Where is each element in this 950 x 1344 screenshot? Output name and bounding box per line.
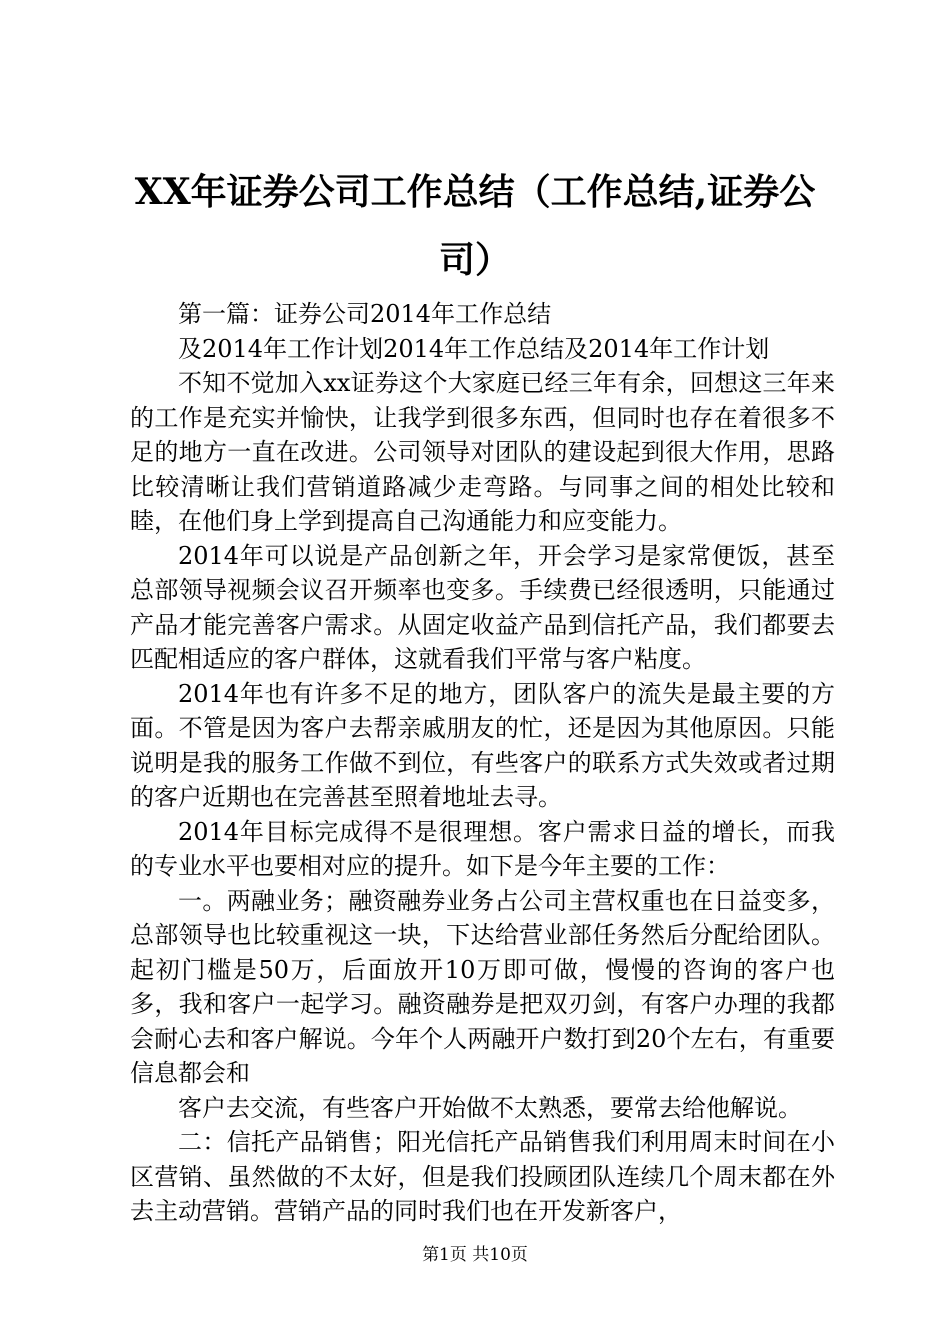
paragraph: 一。两融业务；融资融券业务占公司主营权重也在日益变多，总部领导也比较重视这一块，下达给营业部任务然后分配给团队。起初门槛是50万，后面放开10万即可做，慢慢的咨询的客户也多，我和客户一起学习。融资融券是把双刃剑，有客户办理的我都会耐心去和客户解说。今年个人两融开户数打到20个左右，有重要信息都会和 [130, 886, 835, 1087]
paragraph: 不知不觉加入xx证券这个大家庭已经三年有余，回想这三年来的工作是充实并愉快，让我学到很多东西，但同时也存在着很多不足的地方一直在改进。公司领导对团队的建设起到很大作用，思路比较清晰让我们营销道路减少走弯路。与同事之间的相处比较和睦，在他们身上学到提高自己沟通能力和应变能力。 [130, 369, 835, 535]
paragraph: 2014年也有许多不足的地方，团队客户的流失是最主要的方面。不管是因为客户去帮亲戚朋友的忙，还是因为其他原因。只能说明是我的服务工作做不到位，有些客户的联系方式失效或者过期的客户近期也在完善甚至照着地址去寻。 [130, 679, 835, 811]
paragraph: 客户去交流，有些客户开始做不太熟悉，要常去给他解说。 [178, 1093, 802, 1122]
document-body [130, 297, 835, 1229]
paragraph: 第一篇：证券公司2014年工作总结 [178, 300, 552, 328]
document-title: XX年证券公司工作总结（工作总结,证券公司） [134, 171, 816, 281]
paragraph: 2014年目标完成得不是很理想。客户需求日益的增长，而我的专业水平也要相对应的提升。如下是今年主要的工作： [130, 817, 835, 880]
paragraph: 及2014年工作计划2014年工作总结及2014年工作计划 [178, 334, 770, 363]
page-number-footer: 第1页 共10页 [422, 1245, 528, 1265]
paragraph: 2014年可以说是产品创新之年，开会学习是家常便饭，甚至总部领导视频会议召开频率也变多。手续费已经很透明，只能通过产品才能完善客户需求。从固定收益产品到信托产品，我们都要去匹配相适应的客户群体，这就看我们平常与客户粘度。 [130, 541, 835, 673]
paragraph: 二：信托产品销售；阳光信托产品销售我们利用周末时间在小区营销、虽然做的不太好，但是我们投顾团队连续几个周末都在外去主动营销。营销产品的同时我们也在开发新客户， [130, 1128, 835, 1225]
